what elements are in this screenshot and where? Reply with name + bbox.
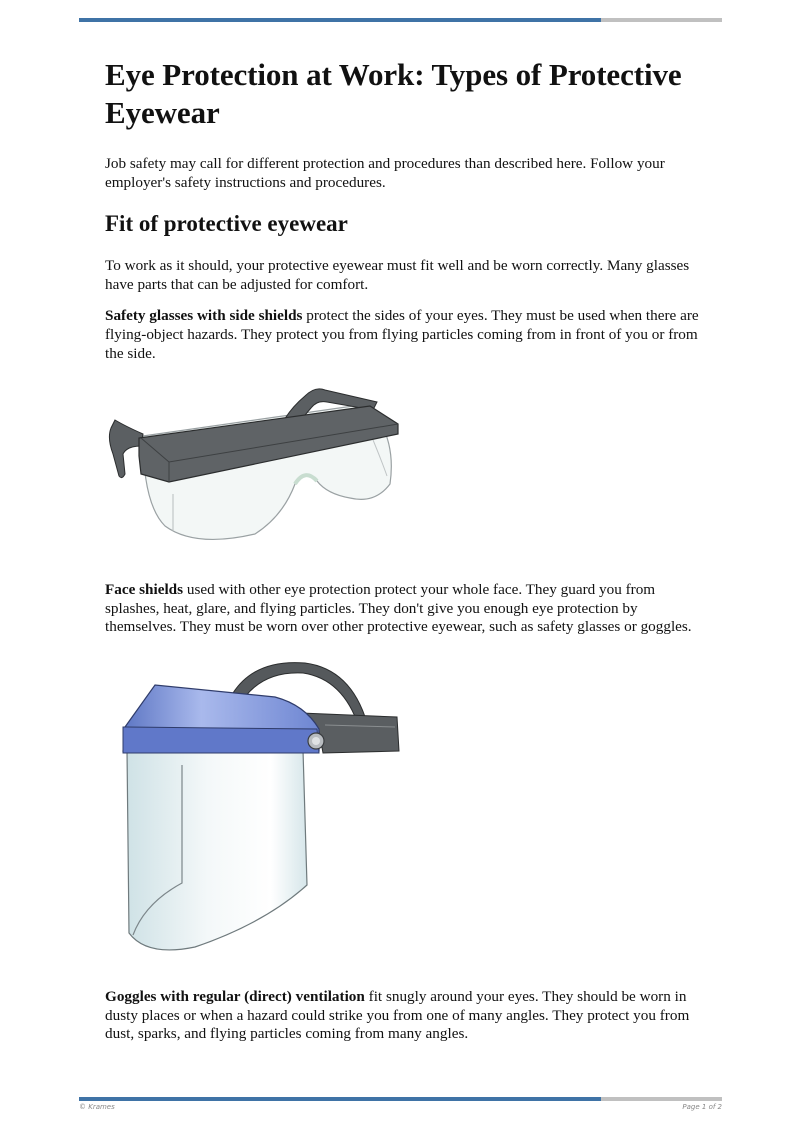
- term-safety-glasses: Safety glasses with side shields: [105, 307, 303, 325]
- bottom-progress-bar: [79, 1097, 722, 1101]
- goggles-paragraph: Goggles with regular (direct) ventilation fit snugly around your eyes. They should be worn in dusty places or when a hazard could strike you from one of many angles. They protect you from dust, sparks, and flying particles coming from many angles.: [105, 987, 690, 1043]
- intro-paragraph: Job safety may call for different protection and procedures than described here. Follow your employer's safety instructions and procedures.: [105, 155, 665, 191]
- copyright-text: © Krames: [79, 1103, 115, 1111]
- document-body: [105, 56, 705, 1057]
- face-shield-illustration: [105, 655, 405, 960]
- safety-glasses-illustration: [105, 376, 405, 556]
- top-progress-bar-fill: [79, 18, 601, 22]
- face-shields-paragraph: Face shields used with other eye protection protect your whole face. They guard you from splashes, heat, glare, and flying particles. They don't give you enough eye protection by themselves. They must be worn over other protective eyewear, such as safety glasses or goggles.: [105, 581, 692, 636]
- section-heading: Fit of protective eyewear: [105, 211, 348, 237]
- page-title: Eye Protection at Work: Types of Protective Eyewear: [105, 57, 682, 130]
- top-progress-bar: [79, 18, 722, 22]
- term-goggles: Goggles with regular (direct) ventilation: [105, 987, 365, 1005]
- page-number: Page 1 of 2: [682, 1103, 722, 1111]
- page-footer: [79, 1103, 722, 1113]
- safety-glasses-paragraph: Safety glasses with side shields protect the sides of your eyes. They must be used when there are flying-object hazards. They protect you from flying particles coming from in front of you or from the side.: [105, 307, 699, 362]
- fit-paragraph: To work as it should, your protective eyewear must fit well and be worn correctly. Many glasses have parts that can be adjusted for comfort.: [105, 257, 690, 293]
- term-face-shields: Face shields: [105, 581, 184, 599]
- bottom-progress-bar-fill: [79, 1097, 601, 1101]
